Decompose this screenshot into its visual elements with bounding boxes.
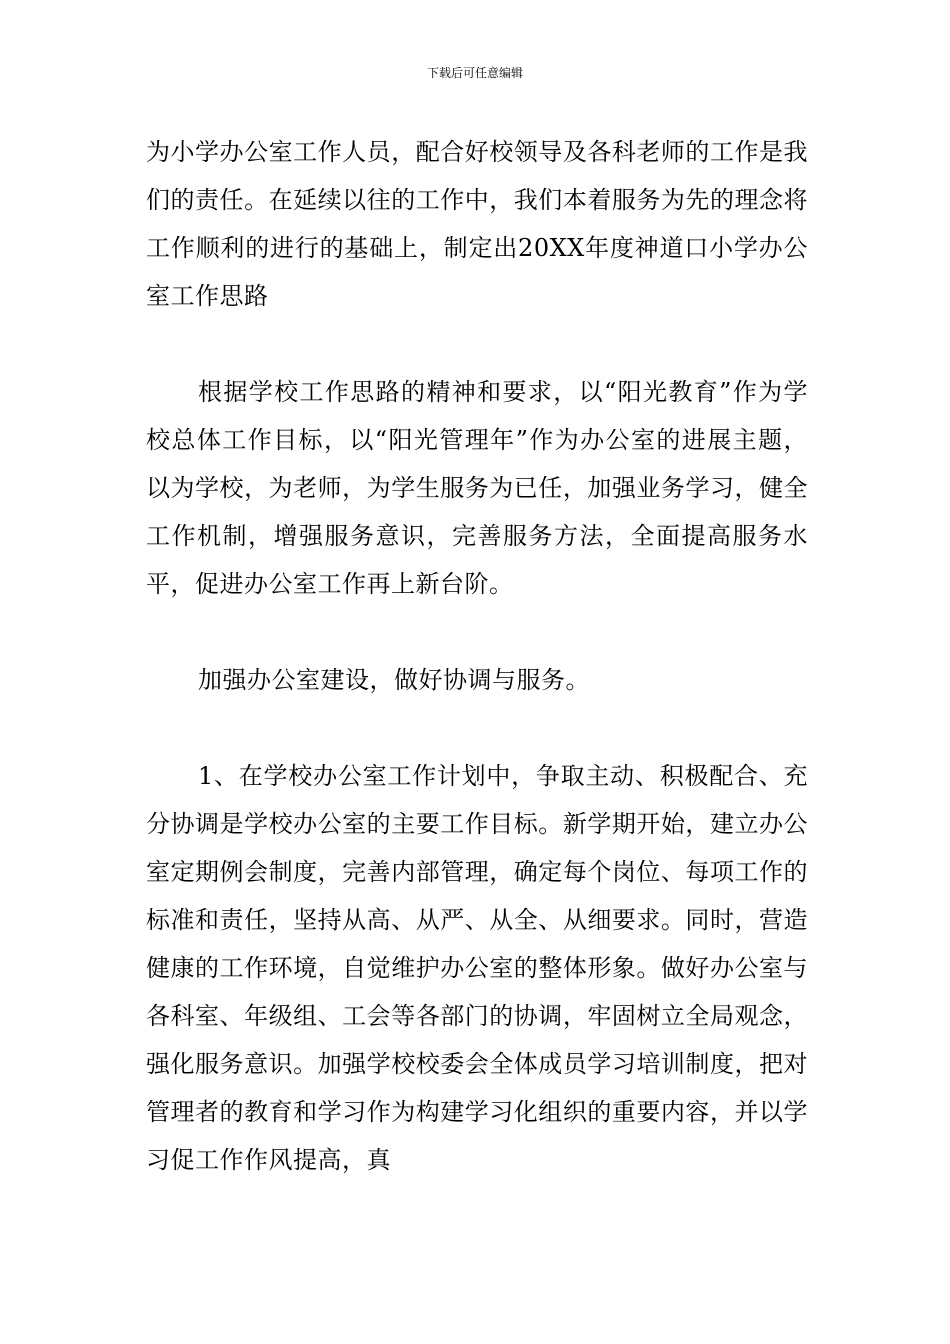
paragraph-intro: 为小学办公室工作人员，配合好校领导及各科老师的工作是我们的责任。在延续以往的工作中，我们本着服务为先的理念将工作顺利的进行的基础上，制定出20XX年度神道口小学办公室工作思路: [146, 138, 808, 310]
paragraph-gap: [146, 320, 808, 368]
paragraph-gap: [146, 608, 808, 656]
section-heading: 加强办公室建设，做好协调与服务。: [198, 666, 590, 694]
paragraph-guideline: 根据学校工作思路的精神和要求，以“阳光教育”作为学校总体工作目标，以“阳光管理年”作为办公室的进展主题，以为学校，为老师，为学生服务为已任，加强业务学习，健全工作机制，增强服务意识，完善服务方法，全面提高服务水平，促进办公室工作再上新台阶。: [146, 378, 808, 598]
paragraph-item-1: 1、在学校办公室工作计划中，争取主动、积极配合、充分协调是学校办公室的主要工作目标。新学期开始，建立办公室定期例会制度，完善内部管理，确定每个岗位、每项工作的标准和责任，坚持从高、从严、从全、从细要求。同时，营造健康的工作环境，自觉维护办公室的整体形象。做好办公室与各科室、年级组、工会等各部门的协调，牢固树立全局观念，强化服务意识。加强学校校委会全体成员学习培训制度，把对管理者的教育和学习作为构建学习化组织的重要内容，并以学习促工作作风提高，真: [146, 762, 808, 1174]
document-body: [146, 128, 808, 1184]
paragraph-gap: [146, 704, 808, 752]
page-header: 下载后可任意编辑: [426, 66, 523, 80]
